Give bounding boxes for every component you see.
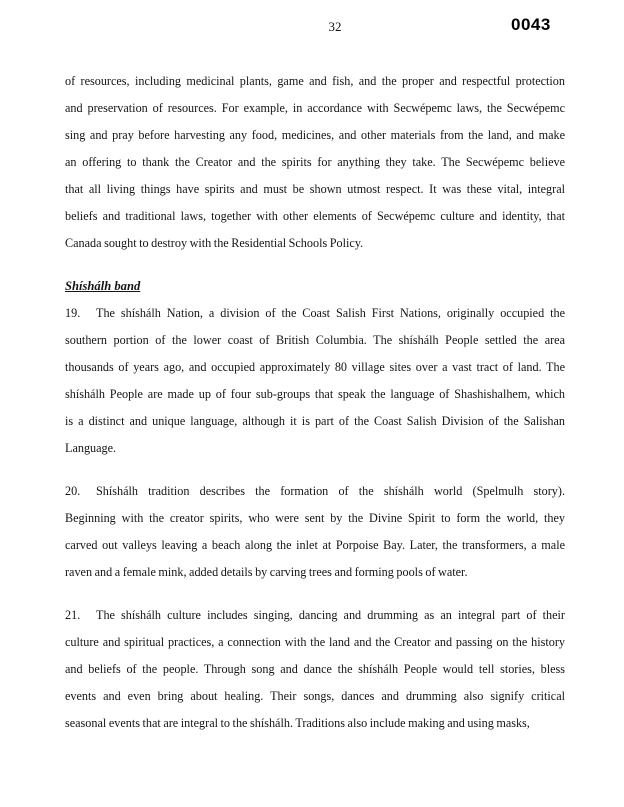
text-line: sing and pray before harvesting any food, medicines, and other materials from the land, and make — [65, 128, 565, 142]
text-line: southern portion of the lower coast of British Columbia. The shíshálh People settled the area — [65, 333, 565, 347]
paragraph-19 — [65, 300, 565, 462]
text-line: carved out valleys leaving a beach along the inlet at Porpoise Bay. Later, the transformers, a male — [65, 538, 565, 552]
text-line-text: Shíshálh tradition describes the formation of the shíshálh world (Spelmulh story). — [96, 484, 565, 498]
text-line: of resources, including medicinal plants, game and fish, and the proper and respectful protection — [65, 74, 565, 88]
text-line: culture and spiritual practices, a connection with the land and the Creator and passing on the history — [65, 635, 565, 649]
page-number: 32 — [328, 19, 342, 34]
text-line: Language. — [65, 441, 117, 455]
text-line: Canada sought to destroy with the Residential Schools Policy. — [65, 236, 364, 250]
text-line — [65, 602, 565, 629]
text-line: beliefs and traditional laws, together with other elements of Secwépemc culture and identity, that — [65, 209, 565, 223]
text-line: Beginning with the creator spirits, who were sent by the Divine Spirit to form the world, they — [65, 511, 565, 525]
text-line: and preservation of resources. For example, in accordance with Secwépemc laws, the Secwépemc — [65, 101, 565, 115]
text-line: an offering to thank the Creator and the spirits for anything they take. The Secwépemc believe — [65, 155, 565, 169]
text-line: events and even bring about healing. Their songs, dances and drumming also signify critical — [65, 689, 565, 703]
text-line: raven and a female mink, added details by carving trees and forming pools of water. — [65, 565, 468, 579]
text-line-text: The shíshálh Nation, a division of the Coast Salish First Nations, originally occupied the — [96, 306, 565, 320]
paragraph-intro — [65, 68, 565, 257]
document-body — [65, 68, 565, 737]
text-line: is a distinct and unique language, although it is part of the Coast Salish Division of the Salishan — [65, 414, 565, 428]
paragraph-number: 20. — [65, 484, 81, 498]
text-line: thousands of years ago, and occupied approximately 80 village sites over a vast tract of land. The — [65, 360, 565, 374]
text-line: and beliefs of the people. Through song and dance the shíshálh People would tell stories, bless — [65, 662, 565, 676]
paragraph-20 — [65, 478, 565, 586]
text-line-text: The shíshálh culture includes singing, dancing and drumming as an integral part of their — [96, 608, 565, 622]
section-heading: Shíshálh band — [65, 279, 141, 293]
text-line: that all living things have spirits and must be shown utmost respect. It was these vital, integral — [65, 182, 565, 196]
text-line: seasonal events that are integral to the shíshálh. Traditions also include making and using masks, — [65, 716, 530, 730]
text-line: shíshálh People are made up of four sub-groups that speak the language of Shashishalhem, which — [65, 387, 565, 401]
paragraph-21 — [65, 602, 565, 737]
paragraph-number: 21. — [65, 608, 81, 622]
bates-stamp-number: 0043 — [511, 15, 551, 34]
text-line — [65, 478, 565, 505]
paragraph-number: 19. — [65, 306, 81, 320]
text-line — [65, 300, 565, 327]
